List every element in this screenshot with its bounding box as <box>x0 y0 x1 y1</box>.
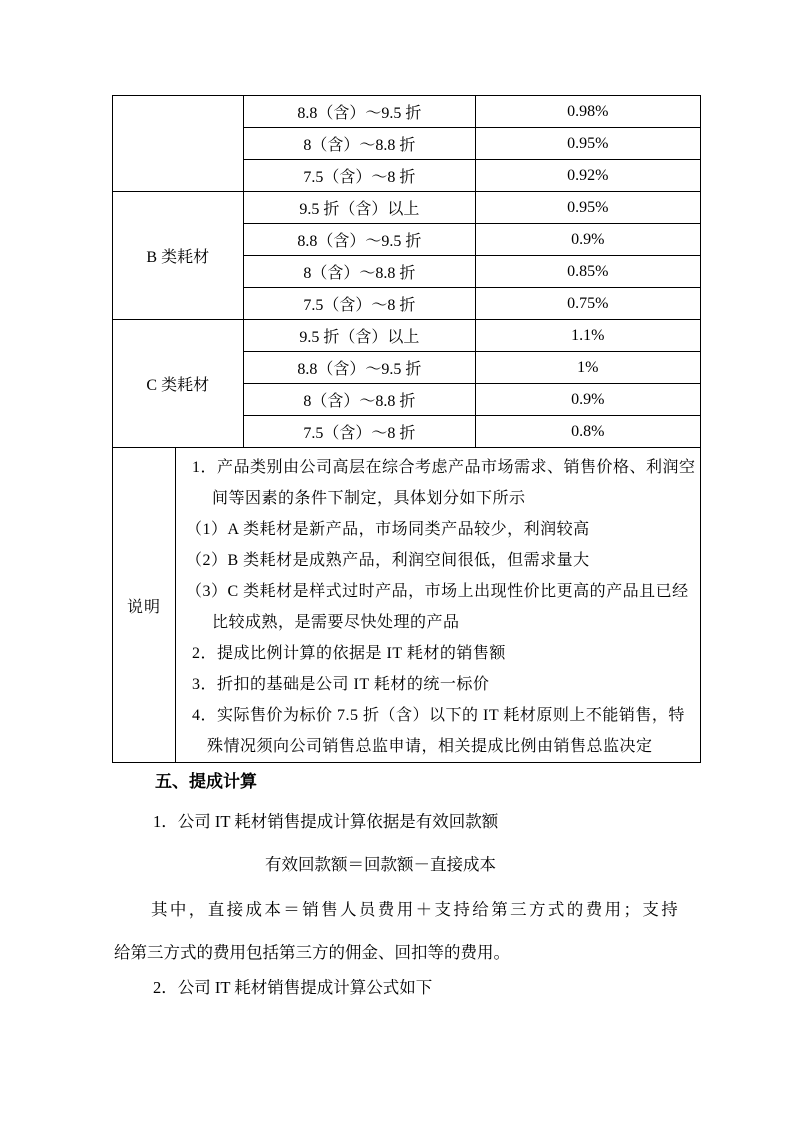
note-line-9: 4．实际售价为标价 7.5 折（含）以下的 IT 耗材原则上不能销售，特 <box>192 707 685 724</box>
rate-cell: 0.9% <box>476 384 700 416</box>
rate-cell: 0.92% <box>476 160 700 192</box>
section-line-4: 给第三方式的费用包括第三方的佣金、回扣等的费用。 <box>114 943 510 962</box>
note-line-7: 2．提成比例计算的依据是 IT 耗材的销售额 <box>192 645 506 662</box>
discount-range-cell: 8.8（含）～9.5 折 <box>243 352 476 384</box>
note-line-5: （3）C 类耗材是样式过时产品，市场上出现性价比更高的产品且已经 <box>186 583 689 600</box>
discount-range-cell: 9.5 折（含）以上 <box>243 192 476 224</box>
table-row-notes <box>113 448 701 763</box>
note-line-3: （1）A 类耗材是新产品，市场同类产品较少，利润较高 <box>186 521 590 538</box>
category-cell-b: B 类耗材 <box>113 192 244 320</box>
note-line-10: 殊情况须向公司销售总监申请，相关提成比例由销售总监决定 <box>207 738 653 755</box>
table-row <box>113 320 701 352</box>
category-cell-carryover <box>113 96 244 192</box>
discount-range-cell: 8（含）～8.8 折 <box>243 384 476 416</box>
note-line-4: （2）B 类耗材是成熟产品，利润空间很低，但需求量大 <box>186 552 590 569</box>
notes-content-cell <box>176 448 701 763</box>
discount-range-cell: 8（含）～8.8 折 <box>243 256 476 288</box>
section-line-3: 其中，直接成本＝销售人员费用＋支持给第三方式的费用；支持 <box>151 900 681 919</box>
note-line-6: 比较成熟，是需要尽快处理的产品 <box>212 614 460 631</box>
section-line-5: 2．公司 IT 耗材销售提成计算公式如下 <box>153 978 433 997</box>
notes-label-cell: 说明 <box>113 448 176 763</box>
rate-cell: 0.85% <box>476 256 700 288</box>
rate-cell: 0.8% <box>476 416 700 448</box>
discount-range-cell: 8（含）～8.8 折 <box>243 128 476 160</box>
formula-line: 有效回款额＝回款额－直接成本 <box>265 855 496 874</box>
rate-cell: 0.9% <box>476 224 700 256</box>
table-row <box>113 96 701 128</box>
rate-cell: 0.95% <box>476 192 700 224</box>
rate-cell: 0.75% <box>476 288 700 320</box>
category-cell-c: C 类耗材 <box>113 320 244 448</box>
note-line-8: 3．折扣的基础是公司 IT 耗材的统一标价 <box>192 676 490 693</box>
section-heading: 五、提成计算 <box>155 772 257 791</box>
rate-cell: 1% <box>476 352 700 384</box>
discount-range-cell: 7.5（含）～8 折 <box>243 288 476 320</box>
rate-cell: 0.95% <box>476 128 700 160</box>
section-line-1: 1．公司 IT 耗材销售提成计算依据是有效回款额 <box>153 812 499 831</box>
commission-rate-table <box>112 95 701 763</box>
table-row <box>113 192 701 224</box>
rate-cell: 1.1% <box>476 320 700 352</box>
discount-range-cell: 8.8（含）～9.5 折 <box>243 96 476 128</box>
discount-range-cell: 8.8（含）～9.5 折 <box>243 224 476 256</box>
discount-range-cell: 7.5（含）～8 折 <box>243 160 476 192</box>
rate-cell: 0.98% <box>476 96 700 128</box>
discount-range-cell: 7.5（含）～8 折 <box>243 416 476 448</box>
note-line-1: 1．产品类别由公司高层在综合考虑产品市场需求、销售价格、利润空 <box>192 459 696 476</box>
discount-range-cell: 9.5 折（含）以上 <box>243 320 476 352</box>
note-line-2: 间等因素的条件下制定，具体划分如下所示 <box>212 490 526 507</box>
